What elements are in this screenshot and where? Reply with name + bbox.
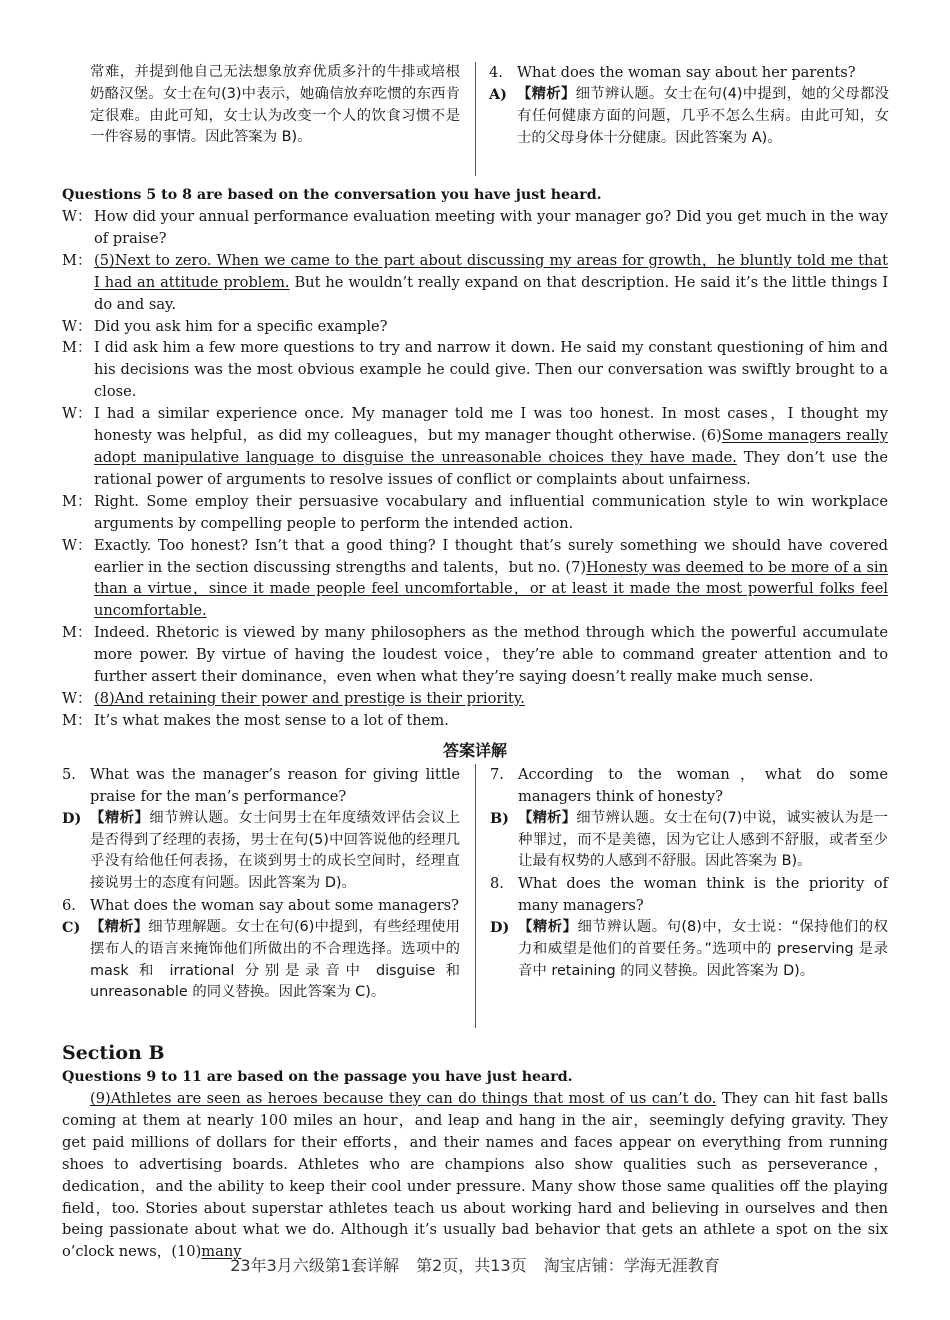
- passage-text: [62, 1088, 888, 1263]
- column-divider: [475, 764, 476, 1028]
- answer-key: D): [490, 919, 510, 937]
- speaker-label: W：: [62, 208, 92, 225]
- q3-explanation-continued: [62, 62, 460, 149]
- speaker-label: M：: [62, 492, 92, 510]
- question-text: What does the woman say about her parents?: [517, 64, 856, 81]
- dialogue-turn: [62, 250, 888, 316]
- question-7: [490, 764, 888, 808]
- dialogue-text: But he wouldn’t really expand on that description. He said it’s the little things I do and say.: [94, 273, 888, 313]
- analysis-tag: 【精析】: [90, 918, 149, 935]
- underlined-key-sentence: Some managers really adopt manipulative language to disguise the unreasonable choices they have made.: [94, 427, 889, 466]
- answers-columns: [62, 764, 888, 1030]
- dialogue-turn: [62, 622, 888, 688]
- analysis-text: 细节辨认题。女士问男士在年度绩效评估会议上是否得到了经理的表扬，男士在句(5)中回答说他的经理几乎没有给他任何表扬，在谈到男士的成长空间时，经理直接说男士的态度有问题。因此答案为 D)。: [90, 809, 460, 892]
- dialogue-turn: [62, 403, 888, 491]
- question-text: What was the manager’s reason for giving little praise for the man’s performance?: [90, 766, 460, 805]
- footer-shop: 淘宝店铺：学海无涯教育: [543, 1256, 720, 1275]
- question-text: What does the woman think is the priority of many managers?: [518, 875, 888, 915]
- dialogue-turn: [62, 688, 888, 710]
- answer-key: C): [62, 918, 81, 936]
- sentence-number: (8): [94, 689, 115, 707]
- top-columns: [62, 62, 888, 174]
- dialogue-text: How did your annual performance evaluation meeting with your manager go? Did you get much in the way of praise?: [94, 208, 888, 247]
- dialogue-turn: [62, 491, 888, 535]
- question-text: What does the woman say about some managers?: [90, 897, 459, 914]
- section-heading: Questions 5 to 8 are based on the conversation you have just heard.: [62, 187, 602, 203]
- speaker-label: M：: [62, 624, 92, 642]
- answer-6: [62, 917, 460, 1004]
- q3-explanation-text: 常难，并提到他自己无法想象放弃优质多汁的牛排或培根奶酪汉堡。女士在句(3)中表示，她确信放弃吃惯的东西肯定很难。由此可知，女士认为改变一个人的饮食习惯不是一件容易的事情。因此答案为 B)。: [90, 64, 460, 146]
- speaker-label: W：: [62, 536, 92, 554]
- dialogue-text: Did you ask him for a specific example?: [94, 317, 388, 335]
- question-number: 8.: [490, 875, 504, 893]
- question-5: [62, 764, 460, 808]
- footer-doc-title: 23年3月六级第1套详解: [230, 1256, 399, 1275]
- question-number: 4.: [489, 64, 503, 81]
- question-number: 6.: [62, 897, 76, 914]
- section-b: [62, 1040, 888, 1263]
- section-heading: Questions 9 to 11 are based on the passage you have just heard.: [62, 1069, 573, 1085]
- question-number: 7.: [490, 766, 504, 783]
- section-b-title: Section B: [62, 1042, 165, 1064]
- question-4: [489, 62, 889, 84]
- answer-7: [490, 808, 888, 873]
- dialogue-turn: [62, 710, 888, 732]
- answer-8: [490, 917, 888, 982]
- dialogue-turn: [62, 206, 888, 250]
- analysis-text: 细节辨认题。女士在句(4)中提到，她的父母都没有任何健康方面的问题，几乎不怎么生病。由此可知，女士的父母身体十分健康。因此答案为 A)。: [517, 85, 889, 146]
- answer-key: D): [62, 809, 82, 827]
- answer-key: B): [490, 809, 509, 827]
- analysis-tag: 【精析】: [517, 85, 576, 102]
- dialogue-turn: [62, 535, 888, 623]
- analysis-text: 细节辨认题。句(8)中，女士说：“保持他们的权力和威望是他们的首要任务。”选项中的 preserving 是录音中 retaining 的同义替换。因此答案为 D)。: [518, 919, 888, 979]
- dialogue-text: Exactly. Too honest? Isn’t that a good thing? I thought that’s surely something we should have covered earlier in the section discussing strengths and talents，but no. (7): [94, 536, 888, 576]
- underlined-key-sentence: Next to zero. When we came to the part about discussing my areas for growth，he bluntly told me that I had an attitude problem.: [94, 251, 888, 291]
- dialogue-turn: [62, 316, 888, 338]
- speaker-label: W：: [62, 405, 92, 423]
- question-number: 5.: [62, 766, 76, 783]
- sentence-number: (9): [90, 1090, 111, 1107]
- speaker-label: M：: [62, 251, 92, 269]
- dialogue-text: I had a similar experience once. My manager told me I was too honest. In most cases，I thought my honesty was helpful，as did my colleagues，but my manager thought otherwise. (6): [94, 405, 888, 445]
- analysis-tag: 【精析】: [518, 809, 577, 826]
- dialogue-turn: [62, 337, 888, 403]
- answer-4: [489, 84, 889, 149]
- passage-body: They can hit fast balls coming at them at nearly 100 miles an hour，and leap and hang in the air，seemingly defying gravity. They get paid millions of dollars for their efforts，and their names and faces appear on everything from running shoes to advertising boards. Athletes who are champions also show qualities such as perseverance，dedication，and the ability to keep their cool under pressure. Many show those same qualities off the playing field，too. Stories about superstar athletes teach us about working hard and believing in ourselves and then being passionate about what we do. Although it’s usually bad behavior that gets an athlete a spot on the six o’clock news，(10): [62, 1090, 888, 1261]
- dialogue-text: I did ask him a few more questions to try and narrow it down. He said my constant questioning of him and his decisions was the most obvious example he could give. Then our conversation was swiftly brought to a close.: [94, 339, 888, 401]
- analysis-tag: 【精析】: [90, 809, 150, 826]
- answers-left-column: [62, 764, 460, 1004]
- underlined-key-sentence: Athletes are seen as heroes because they can do things that most of us can’t do.: [110, 1090, 717, 1107]
- speaker-label: W：: [62, 317, 92, 335]
- analysis-tag: 【精析】: [518, 919, 578, 936]
- dialogue-text: It’s what makes the most sense to a lot of them.: [94, 711, 449, 729]
- dialogue-text: They don’t use the rational power of arguments to resolve issues of conflict or complaints about unfairness.: [94, 448, 888, 488]
- underlined-key-sentence: many: [201, 1243, 242, 1261]
- question-text: According to the woman，what do some managers think of honesty?: [518, 766, 888, 805]
- analysis-text: 细节理解题。女士在句(6)中提到，有些经理使用摆布人的语言来掩饰他们所做出的不合理选择。选项中的 mask 和 irrational 分别是录音中 disguise 和 unreasonable 的同义替换。因此答案为 C)。: [90, 918, 460, 1001]
- footer-page-number: 第2页，共13页: [416, 1256, 527, 1275]
- answers-title: 答案详解: [442, 741, 507, 760]
- dialogue-text: Right. Some employ their persuasive vocabulary and influential communication style to win workplace arguments by compelling people to perform the intended action.: [94, 492, 888, 532]
- column-divider: [475, 62, 476, 176]
- analysis-text: 细节辨认题。女士在句(7)中说，诚实被认为是一种罪过，而不是美德，因为它让人感到不舒服，或者至少让最有权势的人感到不舒服。因此答案为 B)。: [518, 809, 888, 870]
- conversation-5-8: [62, 184, 888, 732]
- question-6: [62, 895, 460, 917]
- answer-key: A): [489, 85, 507, 103]
- speaker-label: W：: [62, 689, 92, 707]
- dialogue-text: Indeed. Rhetoric is viewed by many philosophers as the method through which the powerful accumulate more power. By virtue of having the loudest voice，they’re able to command greater attention and to further assert their dominance，even when what they’re saying doesn’t really make much sense.: [94, 624, 888, 686]
- answer-5: [62, 808, 460, 895]
- page-footer: [0, 1255, 950, 1277]
- sentence-number: (5): [94, 251, 115, 269]
- q4-block: [489, 62, 889, 149]
- speaker-label: M：: [62, 711, 92, 729]
- underlined-key-sentence: And retaining their power and prestige is their priority.: [114, 689, 525, 707]
- answers-right-column: [490, 764, 888, 982]
- speaker-label: M：: [62, 339, 92, 357]
- question-8: [490, 873, 888, 917]
- underlined-key-sentence: Honesty was deemed to be more of a sin than a virtue，since it made people feel uncomfortable，or at least it made the most powerful folks feel uncomfortable.: [94, 558, 888, 620]
